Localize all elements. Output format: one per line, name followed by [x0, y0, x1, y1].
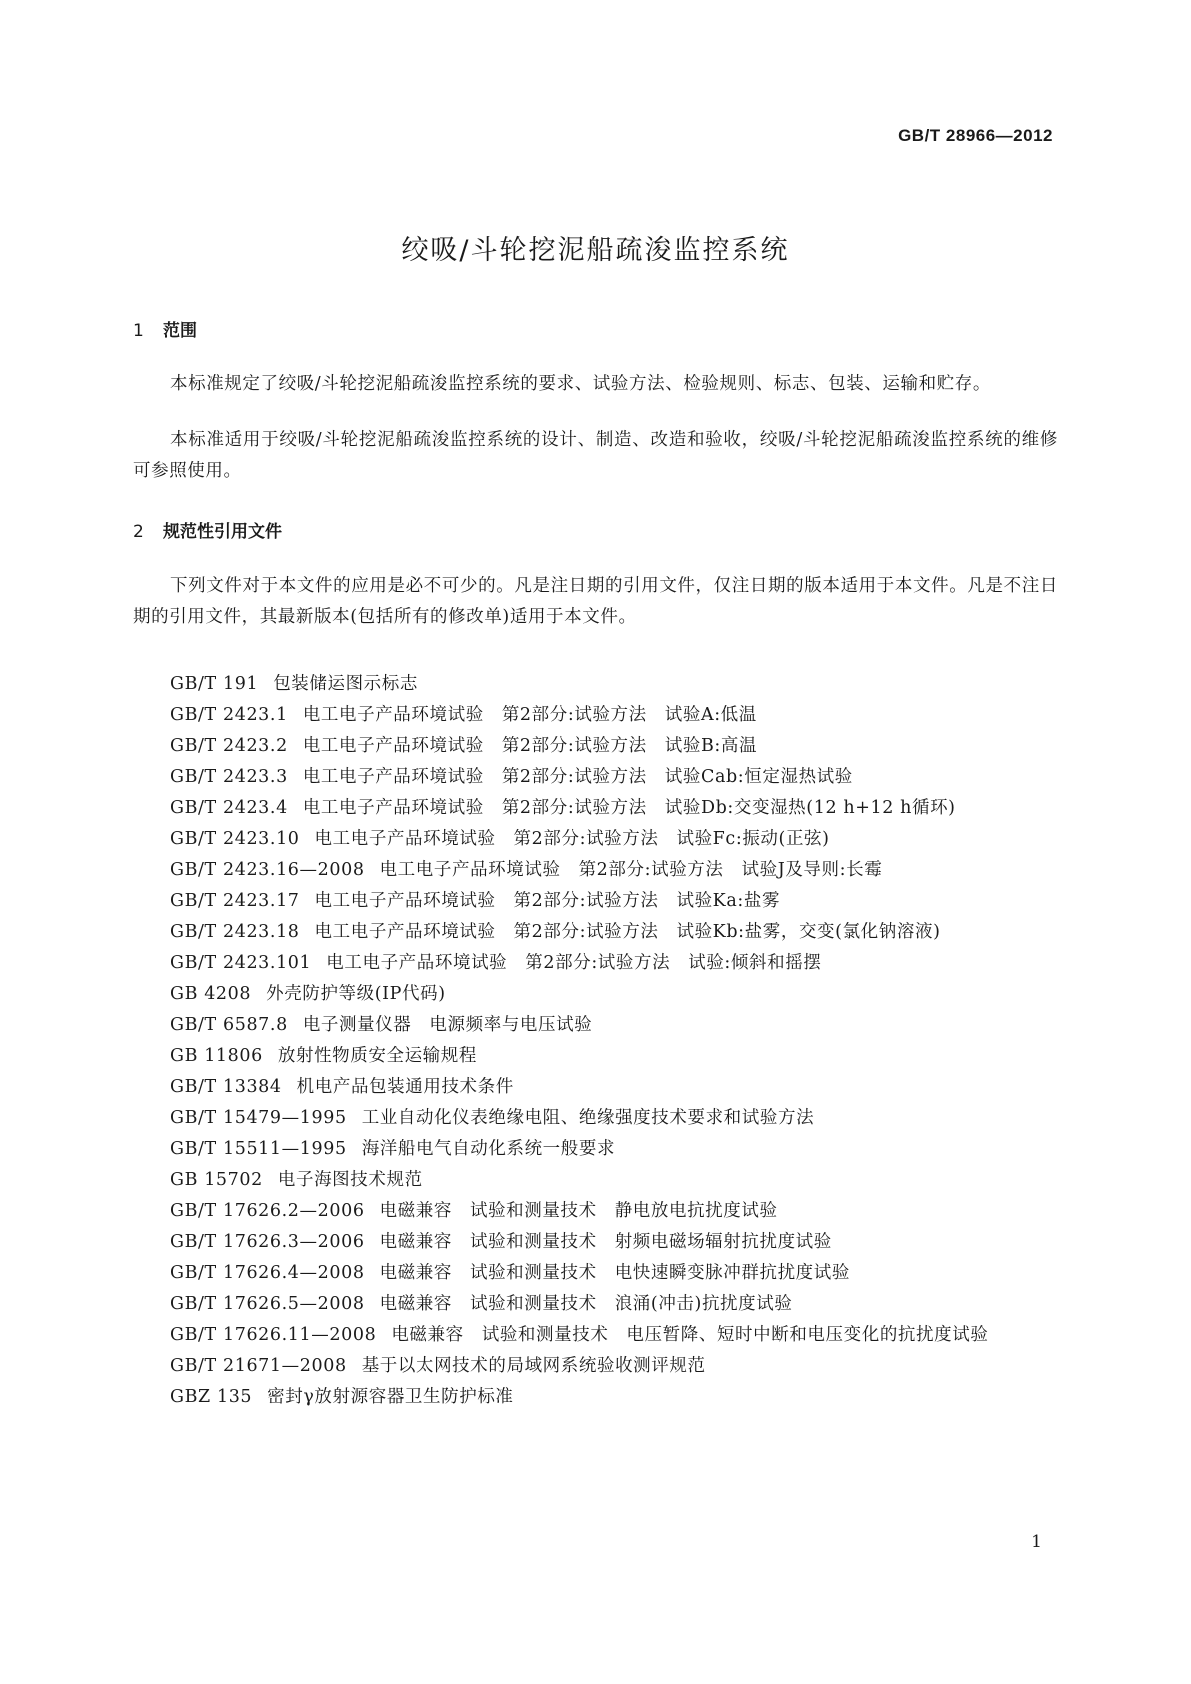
reference-item	[133, 762, 1058, 793]
reference-title-part: 第2部分:试验方法	[578, 860, 724, 880]
reference-code: GB/T 6587.8	[170, 1015, 288, 1035]
reference-title-part: 电磁兼容	[379, 1232, 452, 1252]
reference-title-part: 电磁兼容	[391, 1325, 464, 1345]
reference-title-part: 静电放电抗扰度试验	[614, 1201, 778, 1221]
reference-title-part: 电工电子产品环境试验	[302, 705, 484, 725]
reference-title-part: 试验Ka:盐雾	[676, 891, 781, 911]
reference-title-part: 试验A:低温	[664, 705, 757, 725]
reference-code: GB/T 2423.2	[170, 736, 288, 756]
reference-title-part: 第2部分:试验方法	[525, 953, 671, 973]
reference-title-part: 第2部分:试验方法	[501, 767, 647, 787]
reference-item	[133, 669, 1058, 700]
page-number: 1	[1031, 1532, 1042, 1552]
reference-item	[133, 731, 1058, 762]
reference-title-part: 试验和测量技术	[481, 1325, 609, 1345]
reference-item	[133, 1041, 1058, 1072]
scope-paragraph-1: 本标准规定了绞吸/斗轮挖泥船疏浚监控系统的要求、试验方法、检验规则、标志、包装、运输和贮存。	[170, 374, 991, 394]
reference-title-part: 第2部分:试验方法	[501, 736, 647, 756]
reference-item	[133, 1010, 1058, 1041]
reference-title-part: 试验Fc:振动(正弦)	[676, 829, 830, 849]
reference-title-part: 射频电磁场辐射抗扰度试验	[614, 1232, 832, 1252]
reference-title-part: 试验和测量技术	[469, 1263, 597, 1283]
reference-title-part: 电压暂降、短时中断和电压变化的抗扰度试验	[626, 1325, 989, 1345]
reference-item	[133, 1072, 1058, 1103]
reference-title-part: 海洋船电气自动化系统一般要求	[361, 1139, 616, 1159]
reference-title-part: 第2部分:试验方法	[513, 891, 659, 911]
section-1-number: 1	[133, 321, 144, 341]
reference-item	[133, 1134, 1058, 1165]
reference-title-part: 第2部分:试验方法	[501, 705, 647, 725]
reference-item	[133, 948, 1058, 979]
reference-item	[133, 824, 1058, 855]
reference-title-part: 电工电子产品环境试验	[314, 829, 496, 849]
section-1-heading	[133, 316, 197, 341]
reference-title-part: 试验和测量技术	[469, 1294, 597, 1314]
reference-title-part: 放射性物质安全运输规程	[277, 1046, 477, 1066]
reference-code: GB/T 2423.18	[170, 922, 300, 942]
reference-item	[133, 700, 1058, 731]
reference-title-part: 电工电子产品环境试验	[302, 767, 484, 787]
reference-title-part: 电工电子产品环境试验	[314, 891, 496, 911]
reference-code: GB/T 17626.3—2006	[170, 1232, 365, 1252]
reference-code: GB/T 15511—1995	[170, 1139, 347, 1159]
reference-title-part: 电快速瞬变脉冲群抗扰度试验	[614, 1263, 850, 1283]
section-2-title: 规范性引用文件	[163, 522, 282, 542]
reference-title-part: 试验和测量技术	[469, 1201, 597, 1221]
reference-code: GB/T 2423.101	[170, 953, 312, 973]
reference-item	[133, 886, 1058, 917]
reference-title-part: 电工电子产品环境试验	[326, 953, 508, 973]
reference-title-part: 电磁兼容	[379, 1294, 452, 1314]
reference-item	[133, 979, 1058, 1010]
section-1-title: 范围	[163, 321, 197, 341]
reference-code: GB 11806	[170, 1046, 263, 1066]
reference-title-part: 试验J及导则:长霉	[741, 860, 883, 880]
reference-title-part: 电子海图技术规范	[277, 1170, 423, 1190]
reference-code: GB/T 2423.1	[170, 705, 288, 725]
reference-code: GB 15702	[170, 1170, 263, 1190]
reference-code: GB/T 191	[170, 674, 259, 694]
reference-title-part: 机电产品包装通用技术条件	[296, 1077, 514, 1097]
reference-code: GB/T 2423.17	[170, 891, 300, 911]
reference-item	[133, 917, 1058, 948]
reference-title-part: 电工电子产品环境试验	[302, 798, 484, 818]
reference-title-part: 试验和测量技术	[469, 1232, 597, 1252]
reference-code: GB 4208	[170, 984, 252, 1004]
section-2-number: 2	[133, 522, 144, 542]
standard-number: GB/T 28966—2012	[898, 126, 1053, 145]
reference-title-part: 浪涌(冲击)抗扰度试验	[614, 1294, 793, 1314]
reference-code: GB/T 13384	[170, 1077, 282, 1097]
reference-item	[133, 1196, 1058, 1227]
reference-title-part: 试验Cab:恒定湿热试验	[664, 767, 853, 787]
reference-item	[133, 1289, 1058, 1320]
reference-code: GB/T 21671—2008	[170, 1356, 347, 1376]
references-intro: 下列文件对于本文件的应用是必不可少的。凡是注日期的引用文件，仅注日期的版本适用于本文件。凡是不注日期的引用文件，其最新版本(包括所有的修改单)适用于本文件。	[133, 576, 1058, 627]
reference-item	[133, 1258, 1058, 1289]
reference-title-part: 电工电子产品环境试验	[302, 736, 484, 756]
reference-title-part: 电磁兼容	[379, 1201, 452, 1221]
reference-title-part: 第2部分:试验方法	[513, 922, 659, 942]
section-2-heading	[133, 517, 282, 542]
reference-title-part: 试验Kb:盐雾，交变(氯化钠溶液)	[676, 922, 941, 942]
reference-code: GB/T 2423.3	[170, 767, 288, 787]
reference-item	[133, 1351, 1058, 1382]
reference-title-part: 第2部分:试验方法	[501, 798, 647, 818]
reference-title-part: 电磁兼容	[379, 1263, 452, 1283]
reference-item	[133, 1227, 1058, 1258]
document-title: 绞吸/斗轮挖泥船疏浚监控系统	[401, 235, 790, 266]
reference-title-part: 试验Db:交变湿热(12 h+12 h循环)	[664, 798, 956, 818]
reference-title-part: 试验B:高温	[664, 736, 758, 756]
reference-item	[133, 855, 1058, 886]
reference-item	[133, 793, 1058, 824]
reference-item	[133, 1165, 1058, 1196]
reference-code: GB/T 15479—1995	[170, 1108, 347, 1128]
reference-code: GB/T 17626.2—2006	[170, 1201, 365, 1221]
reference-title-part: 电工电子产品环境试验	[379, 860, 561, 880]
reference-title-part: 电工电子产品环境试验	[314, 922, 496, 942]
scope-paragraph-2: 本标准适用于绞吸/斗轮挖泥船疏浚监控系统的设计、制造、改造和验收，绞吸/斗轮挖泥船疏浚监控系统的维修可参照使用。	[133, 430, 1058, 481]
reference-title-part: 电子测量仪器	[302, 1015, 412, 1035]
reference-title-part: 基于以太网技术的局域网系统验收测评规范	[361, 1356, 706, 1376]
reference-code: GBZ 135	[170, 1387, 253, 1407]
reference-list	[133, 669, 1058, 1413]
reference-title-part: 第2部分:试验方法	[513, 829, 659, 849]
reference-code: GB/T 17626.11—2008	[170, 1325, 377, 1345]
reference-title-part: 外壳防护等级(IP代码)	[266, 984, 446, 1004]
reference-title-part: 试验:倾斜和摇摆	[688, 953, 822, 973]
reference-code: GB/T 2423.10	[170, 829, 300, 849]
reference-item	[133, 1103, 1058, 1134]
reference-code: GB/T 17626.5—2008	[170, 1294, 365, 1314]
reference-code: GB/T 17626.4—2008	[170, 1263, 365, 1283]
reference-code: GB/T 2423.16—2008	[170, 860, 365, 880]
reference-item	[133, 1382, 1058, 1413]
reference-title-part: 电源频率与电压试验	[429, 1015, 593, 1035]
reference-item	[133, 1320, 1058, 1351]
reference-title-part: 工业自动化仪表绝缘电阻、绝缘强度技术要求和试验方法	[361, 1108, 815, 1128]
reference-code: GB/T 2423.4	[170, 798, 288, 818]
reference-title-part: 密封γ放射源容器卫生防护标准	[267, 1387, 514, 1407]
reference-title-part: 包装储运图示标志	[273, 674, 418, 694]
